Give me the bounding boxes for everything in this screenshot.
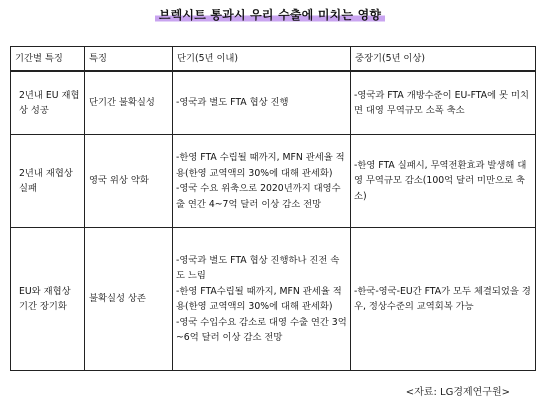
- cell-short-term: -한영 FTA 수립될 때까지, MFN 관세율 적용(한영 교역액의 30%에 대해 관세화) -영국 수요 위축으로 2020년까지 대영수출 연간 4~7억 달러 이상 감소 전망: [173, 135, 351, 228]
- cell-long-term: -영국과 FTA 개방수준이 EU-FTA에 못 미치면 대영 무역규모 소폭 축소: [351, 71, 536, 135]
- column-header-period: 기간별 특징: [11, 47, 85, 72]
- cell-feature: 영국 위상 약화: [85, 135, 173, 228]
- column-header-short-term: 단기(5년 이내): [173, 47, 351, 72]
- table-row: [11, 228, 536, 371]
- cell-short-term: -영국과 별도 FTA 협상 진행하나 진전 속도 느림 -한영 FTA수립될 때까지, MFN 관세율 적용(한영 교역액의 30%에 대해 관세화) -영국 수입수요 감소로 대영 수출 연간 3억~6억 달러 이상 감소 전망: [173, 228, 351, 371]
- cell-long-term: -한영 FTA 실패시, 무역전환효과 발생해 대영 무역규모 감소(100억 달러 미만으로 축소): [351, 135, 536, 228]
- cell-feature: 불확실성 상존: [85, 228, 173, 371]
- table-row: [11, 71, 536, 135]
- document-title: 브렉시트 통과시 우리 수출에 미치는 영향: [0, 6, 540, 23]
- cell-period: 2년내 재협상 실패: [11, 135, 85, 228]
- table-row: [11, 135, 536, 228]
- column-header-feature: 특징: [85, 47, 173, 72]
- cell-feature: 단기간 불확실성: [85, 71, 173, 135]
- export-impact-table: [10, 46, 536, 371]
- cell-period: 2년내 EU 재협상 성공: [11, 71, 85, 135]
- table-header-row: [11, 47, 536, 72]
- cell-period: EU와 재협상 기간 장기화: [11, 228, 85, 371]
- cell-short-term: -영국과 별도 FTA 협상 진행: [173, 71, 351, 135]
- cell-long-term: -한국-영국-EU간 FTA가 모두 체결되었을 경우, 정상수준의 교역회복 가능: [351, 228, 536, 371]
- source-note: <자료: LG경제연구원>: [405, 387, 510, 398]
- column-header-long-term: 중장기(5년 이상): [351, 47, 536, 72]
